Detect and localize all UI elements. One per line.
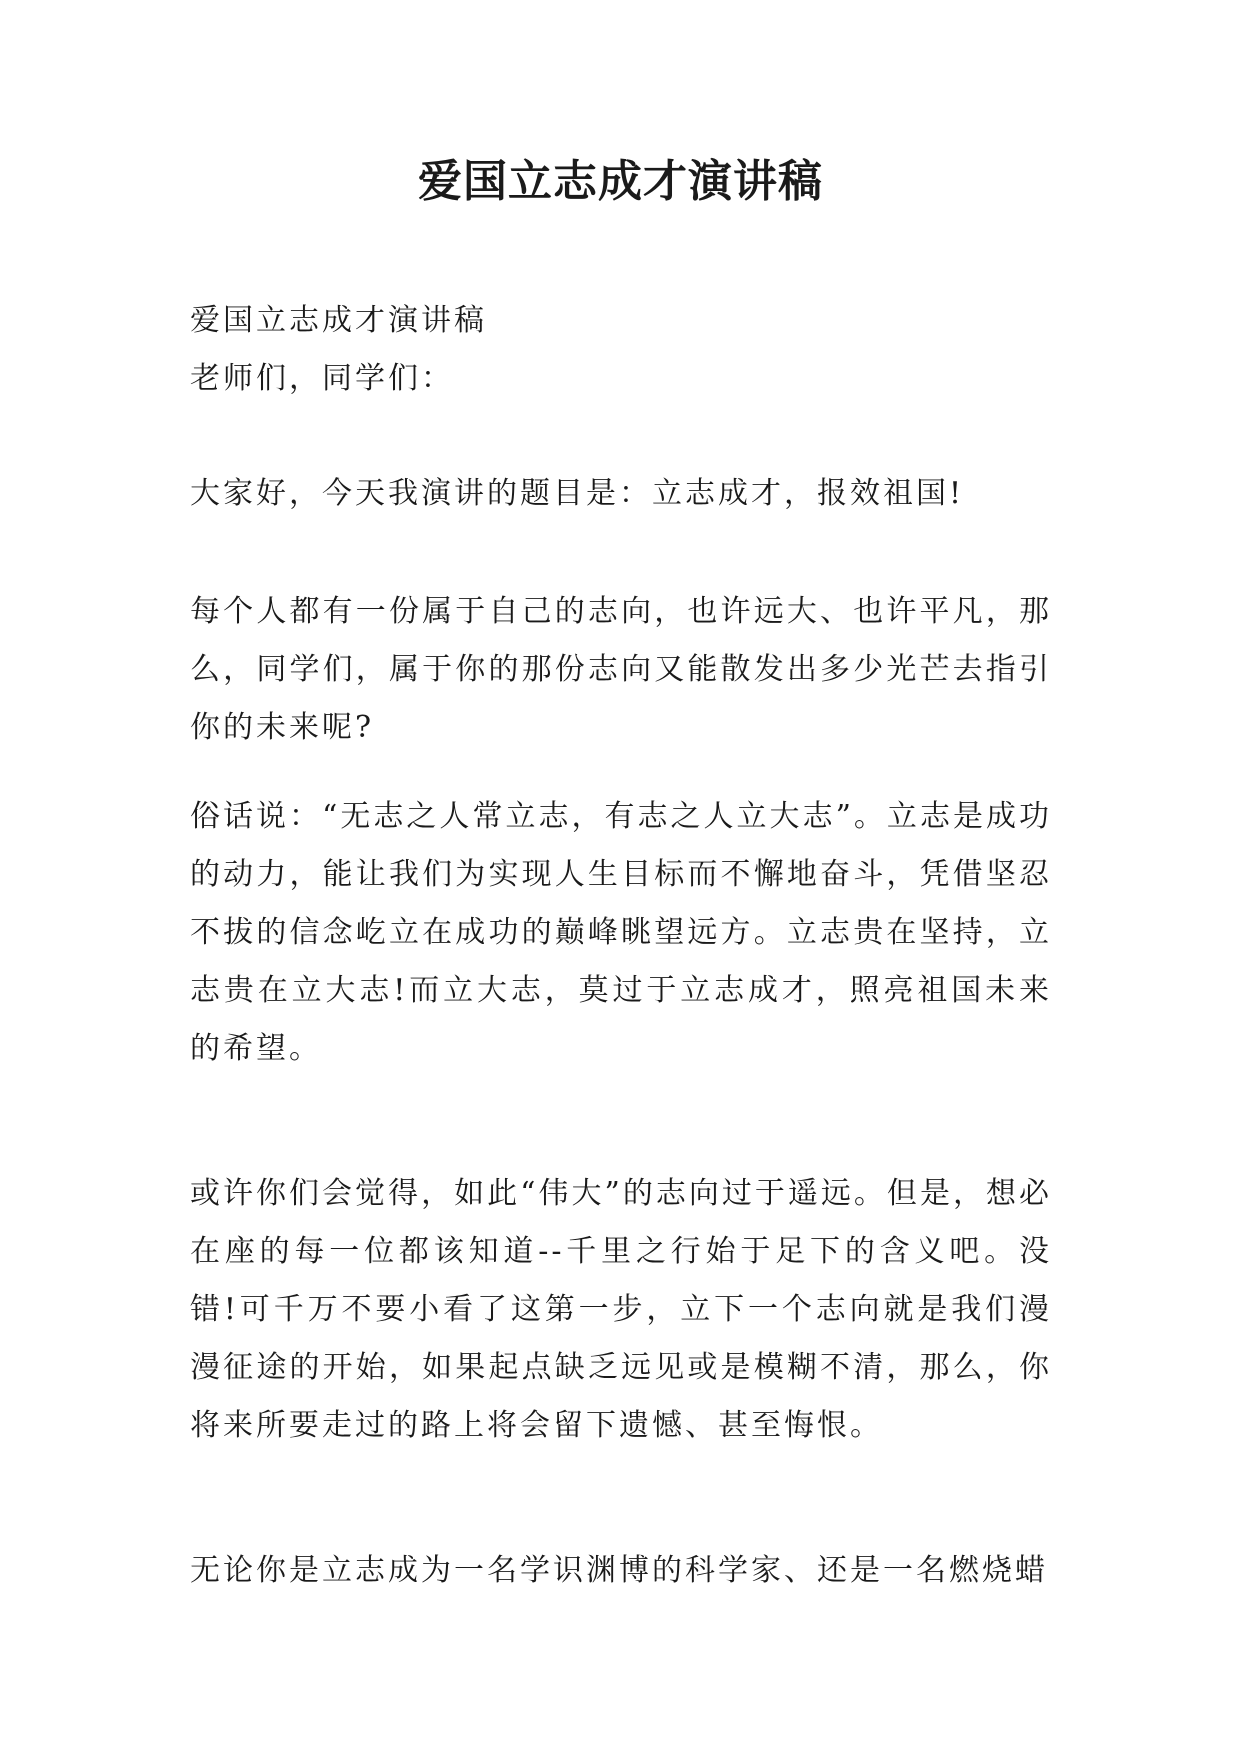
document-title: 爱国立志成才演讲稿 [418,156,823,207]
paragraph-continuation: 无论你是立志成为一名学识渊博的科学家、还是一名燃烧蜡 [190,1553,1048,1588]
paragraph-first-step: 或许你们会觉得，如此“伟大”的志向过于遥远。但是，想必在座的每一位都该知道--千里之行始于足下的含义吧。没错!可千万不要小看了这第一步，立下一个志向就是我们漫漫征途的开始，如果起点缺乏远见或是模糊不清，那么，你将来所要走过的路上将会留下遗憾、甚至悔恨。 [190,1176,1052,1443]
salutation: 老师们，同学们： [190,361,454,396]
paragraph-greeting: 大家好，今天我演讲的题目是：立志成才，报效祖国! [190,476,965,511]
paragraph-proverb: 俗话说：“无志之人常立志，有志之人立大志”。立志是成功的动力，能让我们为实现人生目标而不懈地奋斗，凭借坚忍不拔的信念屹立在成功的巅峰眺望远方。立志贵在坚持，立志贵在立大志!而立大志，莫过于立志成才，照亮祖国未来的希望。 [190,799,1052,1066]
paragraph-aspiration: 每个人都有一份属于自己的志向，也许远大、也许平凡，那么，同学们，属于你的那份志向又能散发出多少光芒去指引你的未来呢? [190,594,1052,745]
speech-heading-line: 爱国立志成才演讲稿 [190,303,487,338]
